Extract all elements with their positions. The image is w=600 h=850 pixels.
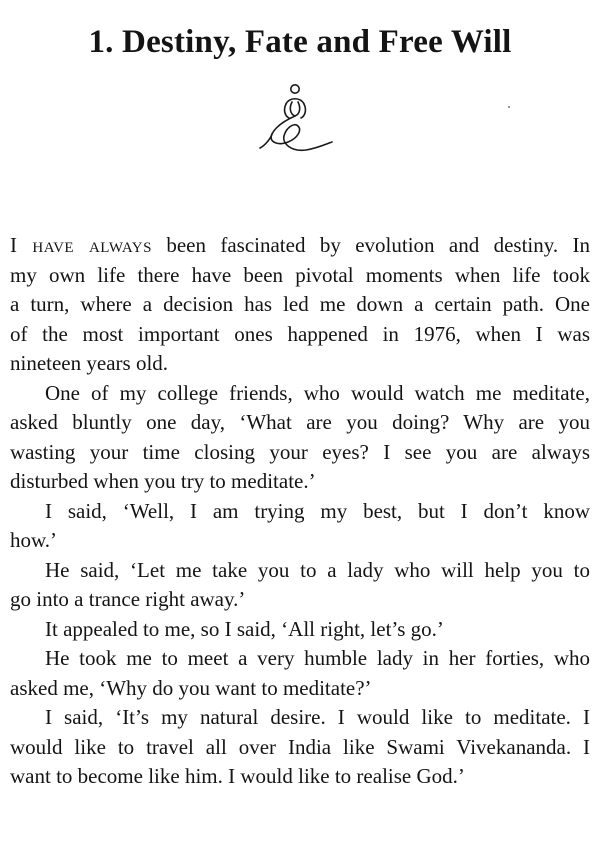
paragraph — [10, 703, 590, 792]
text-line: I said, ‘Well, I am trying my best, but I don’t know — [45, 498, 590, 523]
text-line: my own life there have been pivotal moments when life took — [10, 262, 590, 287]
paragraph — [10, 497, 590, 556]
text-line: disturbed when you try to meditate.’ — [10, 469, 316, 493]
text-line: He said, ‘Let me take you to a lady who will help you to — [45, 557, 590, 582]
text-line: how.’ — [10, 528, 58, 552]
text-line: of the most important ones happened in 1976, when I was — [10, 321, 590, 346]
chapter-title: 1. Destiny, Fate and Free Will — [88, 24, 512, 60]
drop-smallcaps: I have always — [10, 233, 152, 257]
text-line: asked bluntly one day, ‘What are you doing? Why are you — [10, 410, 590, 434]
text-line: want to become like him. I would like to realise God.’ — [10, 764, 465, 788]
speck-mark — [508, 106, 510, 108]
text-line: a turn, where a decision has led me down a certain path. One — [10, 292, 590, 316]
meditating-figure-ornament-icon — [256, 82, 342, 160]
text-line: One of my college friends, who would watch me meditate, — [45, 380, 590, 405]
paragraph — [10, 231, 590, 379]
text-line: nineteen years old. — [10, 351, 169, 375]
text-line: asked me, ‘Why do you want to meditate?’ — [10, 675, 372, 700]
text-line: I said, ‘It’s my natural desire. I would like to meditate. I — [45, 705, 590, 729]
chapter-body — [10, 231, 590, 792]
text-run: been fascinated by evolution and destiny. In — [151, 233, 590, 257]
text-line: It appealed to me, so I said, ‘All right, let’s go.’ — [45, 616, 444, 641]
paragraph — [10, 556, 590, 615]
paragraph — [10, 644, 590, 703]
text-line: wasting your time closing your eyes? I see you are always — [10, 439, 590, 464]
paragraph — [10, 379, 590, 497]
text-line: would like to travel all over India like Swami Vivekananda. I — [10, 734, 590, 759]
paragraph — [10, 615, 590, 645]
text-line: He took me to meet a very humble lady in her forties, who — [45, 646, 590, 670]
text-line: go into a trance right away.’ — [10, 587, 246, 611]
text-line — [10, 231, 590, 261]
